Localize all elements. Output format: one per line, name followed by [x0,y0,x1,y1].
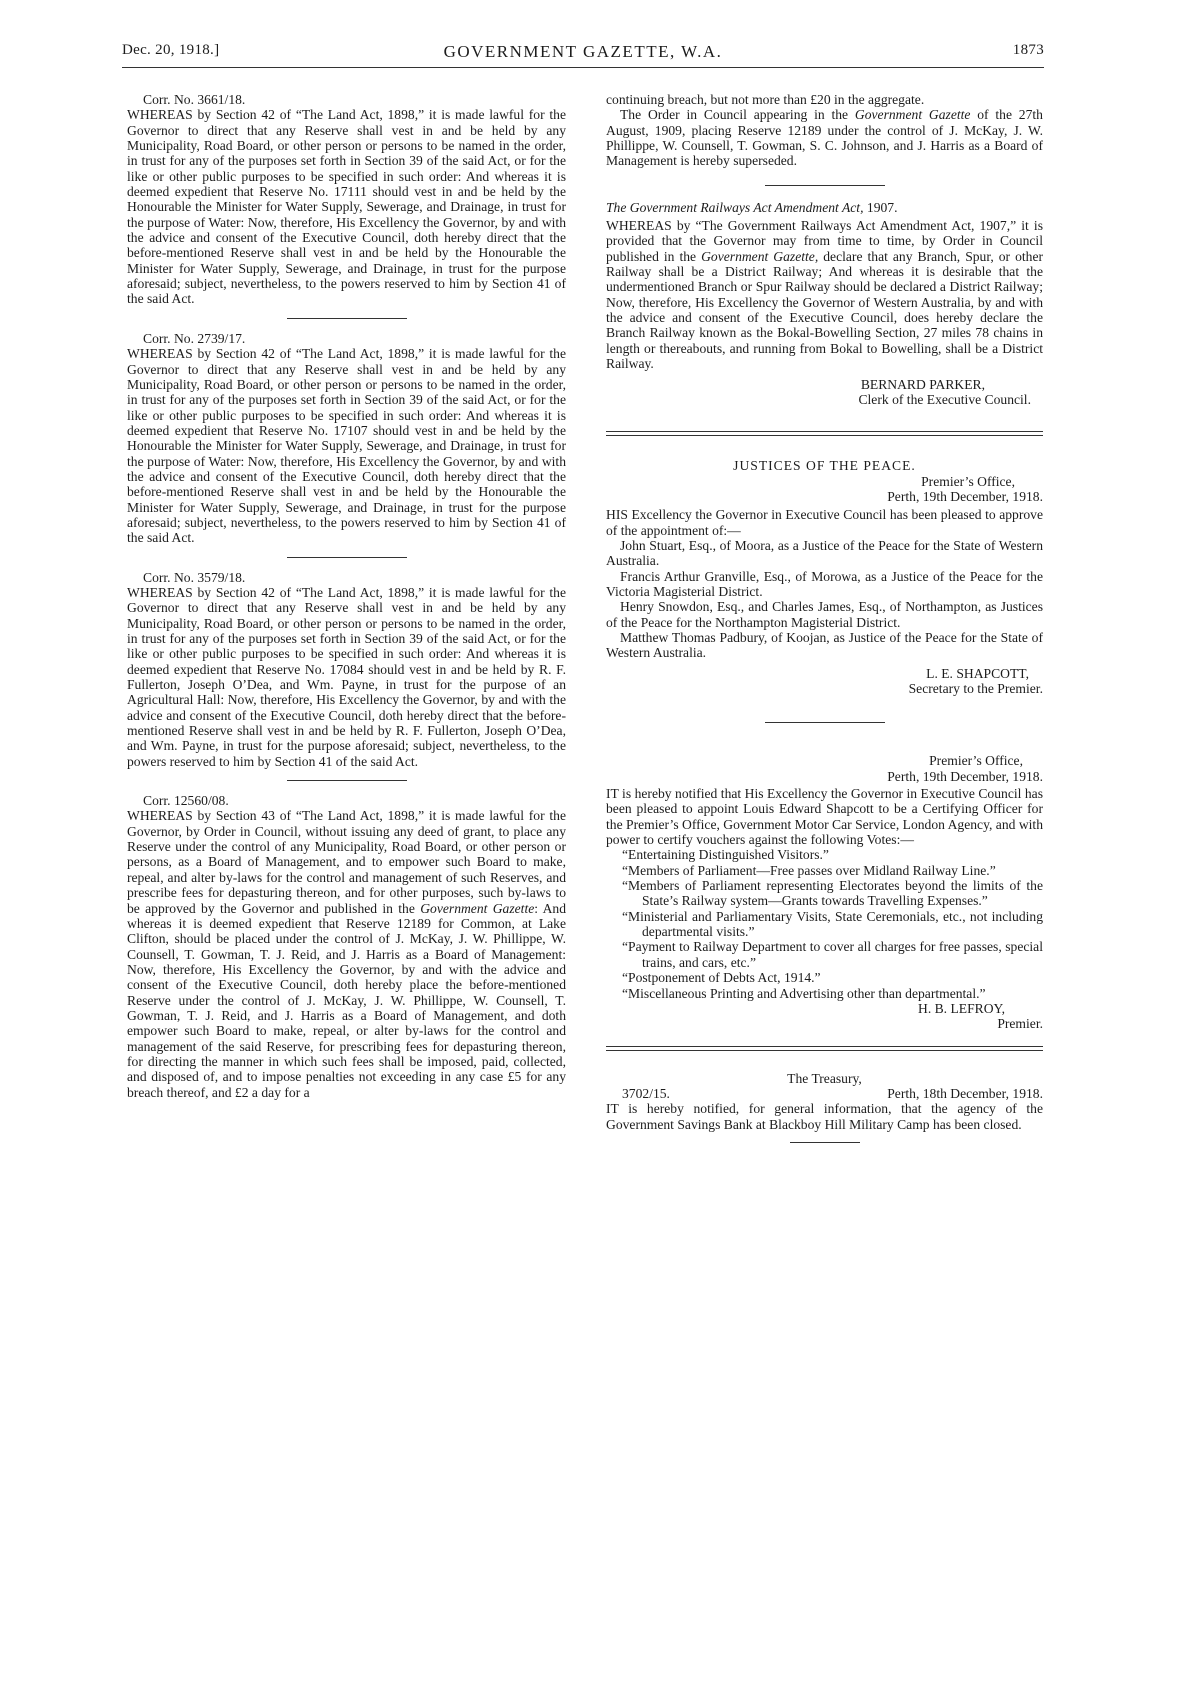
notice-3579-18 [127,570,566,769]
corr-number: Corr. No. 3579/18. [143,569,246,585]
appointment: Matthew Thomas Padbury, of Koojan, as Justice of the Peace for the State of Western Australia. [606,629,1043,661]
double-rule [606,1046,1043,1051]
railway-body [606,218,1043,371]
office-name: The Treasury, [787,1070,862,1086]
corr-number: Corr. 12560/08. [143,793,229,809]
corr-number: Corr. No. 3661/18. [143,92,246,107]
notice-body: WHEREAS by Section 42 of “The Land Act, 1898,” it is made lawful for the Governor to direct that any Reserve shall vest in and be held by any Municipality, Road Board, or other person or persons to be named in the order, in trust for any of the purposes set forth in Section 39 of the said Act, or for the like or other public purposes to be specified in such order: And whereas it is deemed expedient that Reserve No. 17111 should vest in and be held by the Honourable the Minister for Water Supply, Sewerage, and Drainage, in trust for the purpose of Water: Now, therefore, His Excellency the Governor, by and with the advice and consent of the Executive Council, doth hereby direct that the before-mentioned Reserve shall vest in and be held by the Honourable the Minister for Water Supply, Sewerage, and Drainage, in trust for the purpose aforesaid; subject, nevertheless, to the powers reserved to him by Section 41 of the said Act. [127,107,566,307]
notice-body-part: WHEREAS by Section 43 of “The Land Act, 1898,” it is made lawful for the Governor, by Order in Council, without issuing any deed of grant, to place any Reserve under the control of any Municipality, Road Board, or other person or persons, as a Board of Management, and to empower such Board to make, repeal, and alter by-laws for the control and management of such Reserves, and prescribe fees for depasturing thereon, and for other purposes, such by-laws to be approved by the Governor and published in the [127,808,566,916]
justices-intro: HIS Excellency the Governor in Executive Council has been pleased to approve of the appointment of:— [606,507,1043,538]
corr-number: 3702/15. [622,1085,670,1101]
section-rule [765,185,885,186]
vote-item: “Ministerial and Parliamentary Visits, State Ceremonials, etc., not including departmental visits.” [622,908,1043,940]
page-number: 1873 [1012,42,1044,58]
order-superseded [606,107,1043,168]
signatory-name: H. B. LEFROY, [918,1000,1005,1016]
order-text: of the 27th August, 1909, placing Reserve 12189 under the control of J. McKay, J. W. Phillippe, W. Counsell, T. Gowman, S. C. Johnson, and J. Harris as a Board of Management is hereby superseded. [606,107,1043,169]
appointment: Francis Arthur Granville, Esq., of Morowa, as a Justice of the Peace for the Victoria Magisterial District. [606,568,1043,599]
signatory-title: Secretary to the Premier. [908,681,1043,696]
signatory-title: Clerk of the Executive Council. [858,391,1031,407]
act-title: The Government Railways Act Amendment Act, [606,199,864,215]
treasury-body: IT is hereby notified, for general information, that the agency of the Government Savings Bank at Blackboy Hill Military Camp has been closed. [606,1101,1043,1132]
place-date: Perth, 19th December, 1918. [887,488,1043,504]
right-column [606,92,1043,1155]
vote-item: “Members of Parliament—Free passes over Midland Railway Line.” [622,862,996,878]
left-column [127,92,566,1100]
page-header [122,42,1044,66]
corr-number: Corr. No. 2739/17. [143,330,246,346]
notice-2739-17 [127,331,566,546]
section-rule [790,1142,860,1143]
section-rule [287,780,407,781]
vote-item: “Payment to Railway Department to cover all charges for free passes, special trains, and cars, etc.” [622,939,1043,970]
appointment: Henry Snowdon, Esq., and Charles James, Esq., of Northampton, as Justices of the Peace for the Northampton Magisterial District. [606,599,1043,630]
notice-12560-08 [127,793,566,1100]
appointment: John Stuart, Esq., of Moora, as a Justice of the Peace for the State of Western Australia. [606,537,1043,569]
notice-body: WHEREAS by Section 42 of “The Land Act, 1898,” it is made lawful for the Governor to direct that any Reserve shall vest in and be held by any Municipality, Road Board, or other person or persons to be named in the order, in trust for any of the purposes set forth in Section 39 of the said Act, or for the like or other public purposes to be specified in such order: And whereas it is deemed expedient that Reserve No. 17107 should vest in and be held by the Honourable the Minister for Water Supply, Sewerage, and Drainage, in trust for the purpose of Water: Now, therefore, His Excellency the Governor, by and with the advice and consent of the Executive Council, doth hereby direct that the before-mentioned Reserve shall vest in and be held by the Honourable the Minister for Water Supply, Sewerage, and Drainage, in trust for the purpose aforesaid; subject, nevertheless, to the powers reserved to him by Section 41 of the said Act. [127,346,566,546]
order-text: The Order in Council appearing in the [620,107,849,123]
office-name: Premier’s Office, [921,473,1015,489]
notice-3661-18 [127,92,566,307]
signatory-name: BERNARD PARKER, [860,376,985,392]
header-title: GOVERNMENT GAZETTE, W.A. [443,42,723,61]
double-rule [606,431,1043,436]
signatory-name: L. E. SHAPCOTT, [926,665,1029,681]
gazette-title: Government Gazette [420,900,535,916]
gazette-title: Government Gazette [854,107,971,123]
header-rule [122,67,1044,68]
justices-notice [606,458,1043,696]
railway-notice [606,200,1043,407]
vote-item: “Postponement of Debts Act, 1914.” [622,970,821,986]
notice-body [127,808,566,1100]
treasury-notice [606,1071,1043,1132]
treasury-ref-line [606,1086,1043,1101]
vote-item: “Entertaining Distinguished Visitors.” [622,847,829,863]
justices-heading: JUSTICES OF THE PEACE. [733,458,916,474]
notice-body: WHEREAS by Section 42 of “The Land Act, 1898,” it is made lawful for the Governor to direct that any Reserve shall vest in and be held by any Municipality, Road Board, or other person or persons to be named in the order, in trust for any of the purposes set forth in Section 39 of the said Act, or for the like or other public purposes to be specified in such order: And whereas it is deemed expedient that Reserve No. 17084 should vest in and be held by R. F. Fullerton, Joseph O’Dea, and Wm. Payne, in trust for the purpose of an Agricultural Hall: Now, therefore, His Excellency the Governor, by and with the advice and consent of the Executive Council, doth hereby direct that the before-mentioned Reserve shall vest in and be held by R. F. Fullerton, Joseph O’Dea, and Wm. Payne, in trust for the purpose aforesaid; subject, nevertheless, to the powers reserved to him by Section 41 of the said Act. [127,584,566,769]
certifying-officer-notice [606,753,1043,1031]
section-rule [765,722,885,723]
place-date: Perth, 19th December, 1918. [887,768,1043,784]
header-date: Dec. 20, 1918.] [122,42,220,58]
office-name: Premier’s Office, [929,753,1023,769]
place-date: Perth, 18th December, 1918. [887,1085,1043,1101]
section-rule [287,557,407,558]
railway-heading [606,200,1043,215]
continued-text: continuing breach, but not more than £20 in the aggregate. [606,92,925,107]
certify-intro: IT is hereby notified that His Excellency the Governor in Executive Council has been pleased to appoint Louis Edward Shapcott to be a Certifying Officer for the Premier’s Office, Government Motor Car Service, London Agency, and with power to certify vouchers against the following Votes:— [606,786,1043,848]
act-year: 1907. [866,199,898,215]
vote-item: “Miscellaneous Printing and Advertising other than departmental.” [622,985,986,1001]
notice-body-part: : And whereas it is deemed expedient that Reserve 12189 for Common, at Lake Clifton, should be placed under the control of J. McKay, J. W. Phillippe, W. Counsell, T. Gowman, T. J. Reid, and J. Harris as a Board of Management: Now, therefore, His Excellency the Governor, by and with the advice and consent of the Executive Council, doth hereby place the before-mentioned Reserve under the control of J. McKay, J. W. Phillippe, W. Counsell, T. Gowman, T. J. Reid, and J. Harris as a Board of Management, and doth empower such Board to make, repeal, or alter by-laws for the control and management of the said Reserve, for prescribing fees for depasturing thereon, for directing the manner in which such fees shall be imposed, paid, collected, and disposed of, and to impose penalties not exceeding in any case £5 for any breach thereof, and £2 a day for a [127,900,567,1100]
vote-item: “Members of Parliament representing Electorates beyond the limits of the State’s Railway system—Grants towards Travelling Expenses.” [622,878,1043,909]
section-rule [287,318,407,319]
railway-text: declare that any Branch, Spur, or other Railway shall be a District Railway; And whereas it is desirable that the undermentioned Branch or Spur Railway should be declared a District Railway; Now, therefore, His Excellency the Governor of Western Australia, by and with the advice and consent of the Executive Council, does hereby declare the Branch Railway known as the Bokal-Bowelling Section, 27 miles 78 chains in length or thereabouts, and running from Bokal to Bowelling, shall be a District Railway. [606,248,1044,372]
railway-text: WHEREAS by “The Government Railways Act Amendment Act, 1907,” it is provided that the Governor may from time to time, by Order in Council published in the [606,218,1043,264]
signatory-title: Premier. [997,1016,1043,1032]
gazette-title: Government Gazette, [701,248,819,264]
